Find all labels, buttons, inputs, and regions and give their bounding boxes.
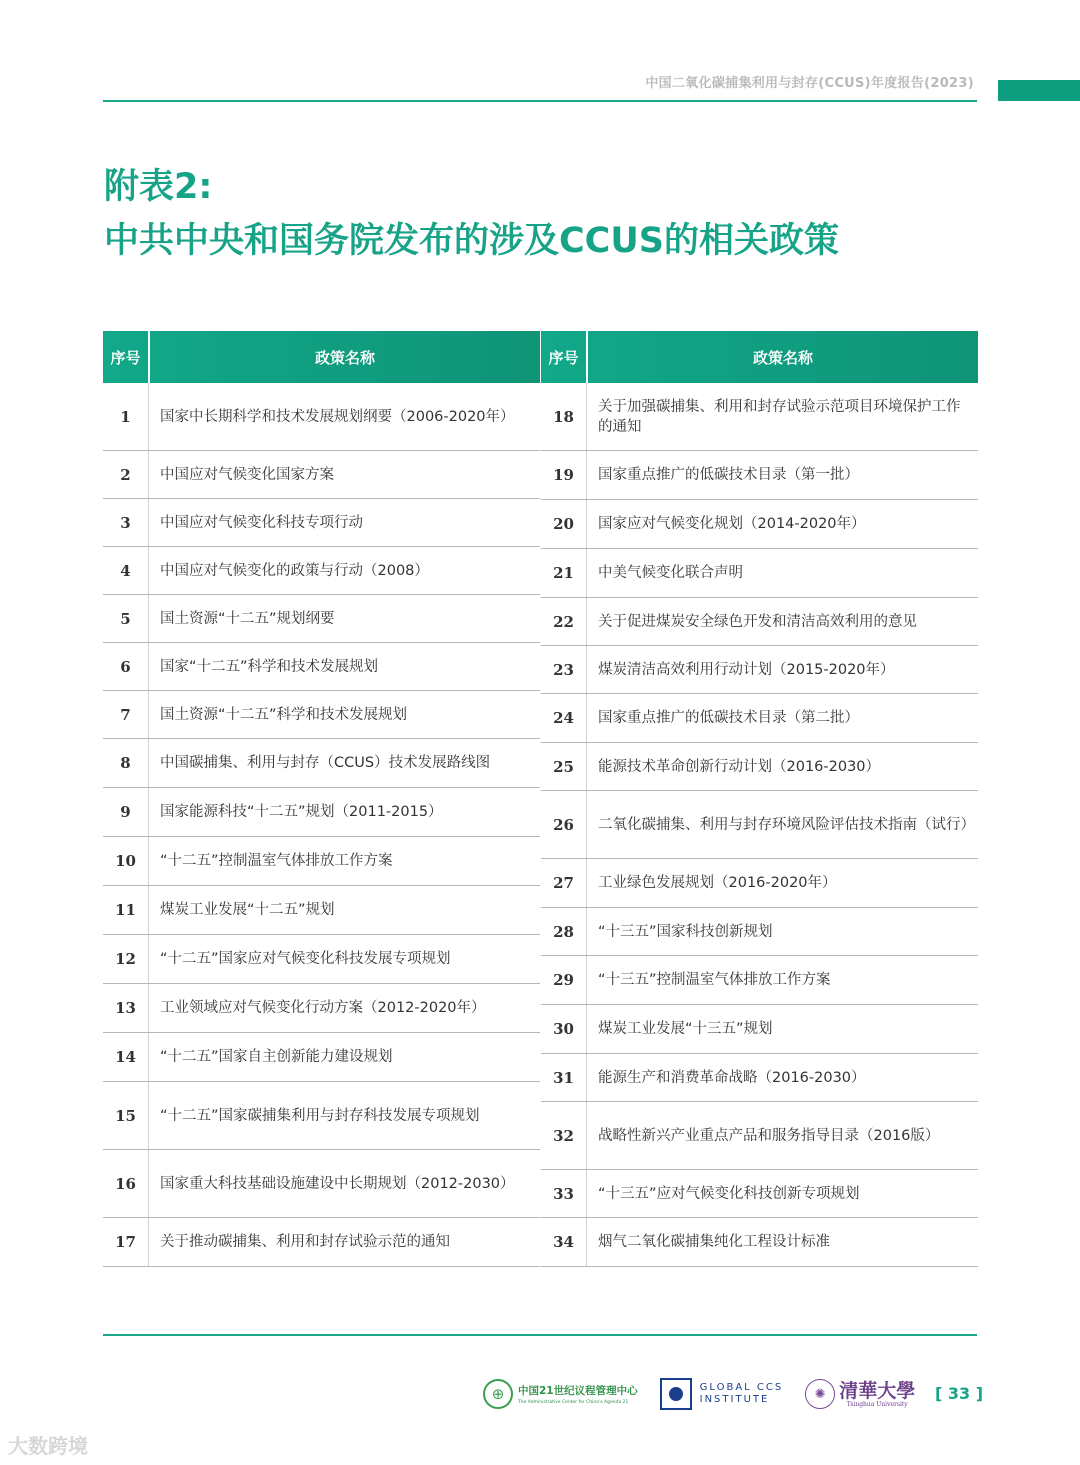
table-row [103,788,540,837]
tsinghua-name-en: Tsinghua University [846,1400,908,1408]
policy-name: 工业领域应对气候变化行动方案（2012-2020年） [160,1000,486,1016]
row-number: 5 [103,595,149,642]
row-number: 19 [541,451,587,499]
header-divider [103,100,977,102]
row-number: 32 [541,1102,587,1169]
row-number: 7 [103,691,149,738]
header-name: 政策名称 [314,348,375,367]
table-body-right [541,383,978,1267]
row-number: 11 [103,886,149,934]
policy-name: 关于促进煤炭安全绿色开发和清洁高效利用的意见 [598,613,917,630]
policy-name: “十三五”国家科技创新规划 [598,923,773,940]
policy-name: 国家中长期科学和技术发展规划纲要（2006-2020年） [160,408,515,425]
tsinghua-logo [839,1381,915,1408]
table-row [103,595,540,643]
policy-name: 二氧化碳捕集、利用与封存环境风险评估技术指南（试行） [598,816,975,833]
row-number: 14 [103,1033,149,1081]
policy-name: 中国应对气候变化国家方案 [160,466,334,483]
acca21-globe-icon: ⊕ [483,1379,513,1409]
table-row [541,908,978,956]
policy-table-left [103,331,540,1267]
policy-name: 关于推动碳捕集、利用和封存试验示范的通知 [160,1234,450,1250]
page-title-line1: 附表2: [104,167,213,207]
policy-name: 战略性新兴产业重点产品和服务指导目录（2016版） [598,1127,940,1144]
watermark: 大数跨境 [8,1434,88,1458]
row-number: 10 [103,837,149,885]
row-number: 28 [541,908,587,955]
row-number: 13 [103,984,149,1032]
table-row [103,691,540,739]
row-number: 31 [541,1054,587,1101]
policy-table-right [541,331,978,1267]
policy-name: 国家“十二五”科学和技术发展规划 [160,658,379,675]
row-number: 1 [103,383,149,450]
table-row [541,383,978,451]
acca21-logo [518,1383,638,1405]
page-title-line2: 中共中央和国务院发布的涉及CCUS的相关政策 [104,221,840,261]
policy-name: 中国碳捕集、利用与封存（CCUS）技术发展路线图 [160,755,491,771]
page-title [104,160,839,268]
table-body-left [103,383,540,1267]
row-number: 27 [541,859,587,907]
table-row [541,598,978,646]
row-number: 17 [103,1218,149,1266]
table-row [103,984,540,1033]
policy-name: “十三五”应对气候变化科技创新专项规划 [598,1185,860,1202]
policy-name: 国家能源科技“十二五”规划（2011-2015） [160,804,443,820]
table-row [541,791,978,859]
table-row [541,859,978,908]
table-row [541,743,978,791]
table-row [541,1218,978,1267]
table-row [103,935,540,984]
acca21-name-cn: 中国21世纪议程管理中心 [518,1385,638,1397]
acca21-name-en: The Administrative Center for China's Agenda 21 [518,1400,629,1405]
table-row [541,1054,978,1102]
table-row [541,1005,978,1054]
row-number: 34 [541,1218,587,1266]
row-number: 26 [541,791,587,858]
table-row [103,886,540,935]
policy-name: 国家重点推广的低碳技术目录（第一批） [598,467,859,483]
policy-name: 国家重点推广的低碳技术目录（第二批） [598,710,859,726]
table-row [103,1033,540,1082]
row-number: 3 [103,499,149,546]
row-number: 6 [103,643,149,690]
policy-name: 中国应对气候变化的政策与行动（2008） [160,562,429,579]
table-row [103,643,540,691]
policy-name: 烟气二氧化碳捕集纯化工程设计标准 [598,1234,830,1250]
tsinghua-seal-icon: ✺ [805,1379,835,1409]
row-number: 30 [541,1005,587,1053]
table-row [103,1082,540,1150]
table-row [103,451,540,499]
row-number: 2 [103,451,149,498]
gccs-line1: GLOBAL CCS [699,1382,784,1393]
gccs-line2: INSTITUTE [699,1394,770,1405]
table-row [103,837,540,886]
table-row [541,1102,978,1170]
policy-name: “十二五”国家碳捕集利用与封存科技发展专项规划 [160,1107,480,1124]
policy-name: 国家重大科技基础设施建设中长期规划（2012-2030） [160,1175,515,1192]
gccs-logo [700,1382,784,1406]
row-number: 18 [541,383,587,450]
row-number: 33 [541,1170,587,1217]
gccs-logo-icon [660,1378,692,1410]
report-header-title: 中国二氧化碳捕集利用与封存(CCUS)年度报告(2023) [645,76,974,91]
header-accent-block [998,80,1080,101]
header-name: 政策名称 [752,348,813,367]
row-number: 21 [541,549,587,597]
table-row [103,1218,540,1267]
row-number: 15 [103,1082,149,1149]
policy-name: 能源生产和消费革命战略（2016-2030） [598,1069,866,1086]
header-num: 序号 [103,331,150,383]
table-row [541,956,978,1005]
policy-name: 煤炭清洁高效利用行动计划（2015-2020年） [598,661,895,678]
table-row [103,383,540,451]
table-row [541,451,978,500]
table-row [541,1170,978,1218]
table-row [541,694,978,743]
table-row [541,549,978,598]
row-number: 8 [103,739,149,787]
policy-name: 国土资源“十二五”科学和技术发展规划 [160,706,408,723]
row-number: 12 [103,935,149,983]
policy-name: 关于加强碳捕集、利用和封存试验示范项目环境保护工作的通知 [598,398,961,435]
policy-name: 煤炭工业发展“十二五”规划 [160,902,335,918]
table-row [541,646,978,694]
policy-name: “十二五”控制温室气体排放工作方案 [160,853,393,869]
table-row [103,739,540,788]
row-number: 25 [541,743,587,790]
policy-tables [103,331,978,1267]
footer-logos [483,1378,915,1410]
table-row [103,1150,540,1218]
policy-name: 中国应对气候变化科技专项行动 [160,514,363,531]
table-row [541,500,978,549]
tsinghua-name-cn: 清華大學 [839,1379,916,1402]
policy-name: 能源技术革命创新行动计划（2016-2030） [598,758,881,775]
policy-name: 中美气候变化联合声明 [598,565,743,581]
table-header [541,331,978,383]
policy-name: 煤炭工业发展“十三五”规划 [598,1021,773,1037]
row-number: 16 [103,1150,149,1217]
row-number: 4 [103,547,149,594]
header-num: 序号 [541,331,588,383]
policy-name: 国家应对气候变化规划（2014-2020年） [598,516,866,532]
policy-name: 国土资源“十二五”规划纲要 [160,610,335,627]
policy-name: 工业绿色发展规划（2016-2020年） [598,875,837,891]
footer-divider [103,1334,977,1336]
row-number: 23 [541,646,587,693]
row-number: 24 [541,694,587,742]
page-number: [ 33 ] [935,1384,984,1403]
row-number: 29 [541,956,587,1004]
table-header [103,331,540,383]
policy-name: “十三五”控制温室气体排放工作方案 [598,972,831,988]
policy-name: “十二五”国家应对气候变化科技发展专项规划 [160,951,451,967]
table-row [103,499,540,547]
row-number: 9 [103,788,149,836]
table-row [103,547,540,595]
policy-name: “十二五”国家自主创新能力建设规划 [160,1049,393,1065]
row-number: 20 [541,500,587,548]
row-number: 22 [541,598,587,645]
